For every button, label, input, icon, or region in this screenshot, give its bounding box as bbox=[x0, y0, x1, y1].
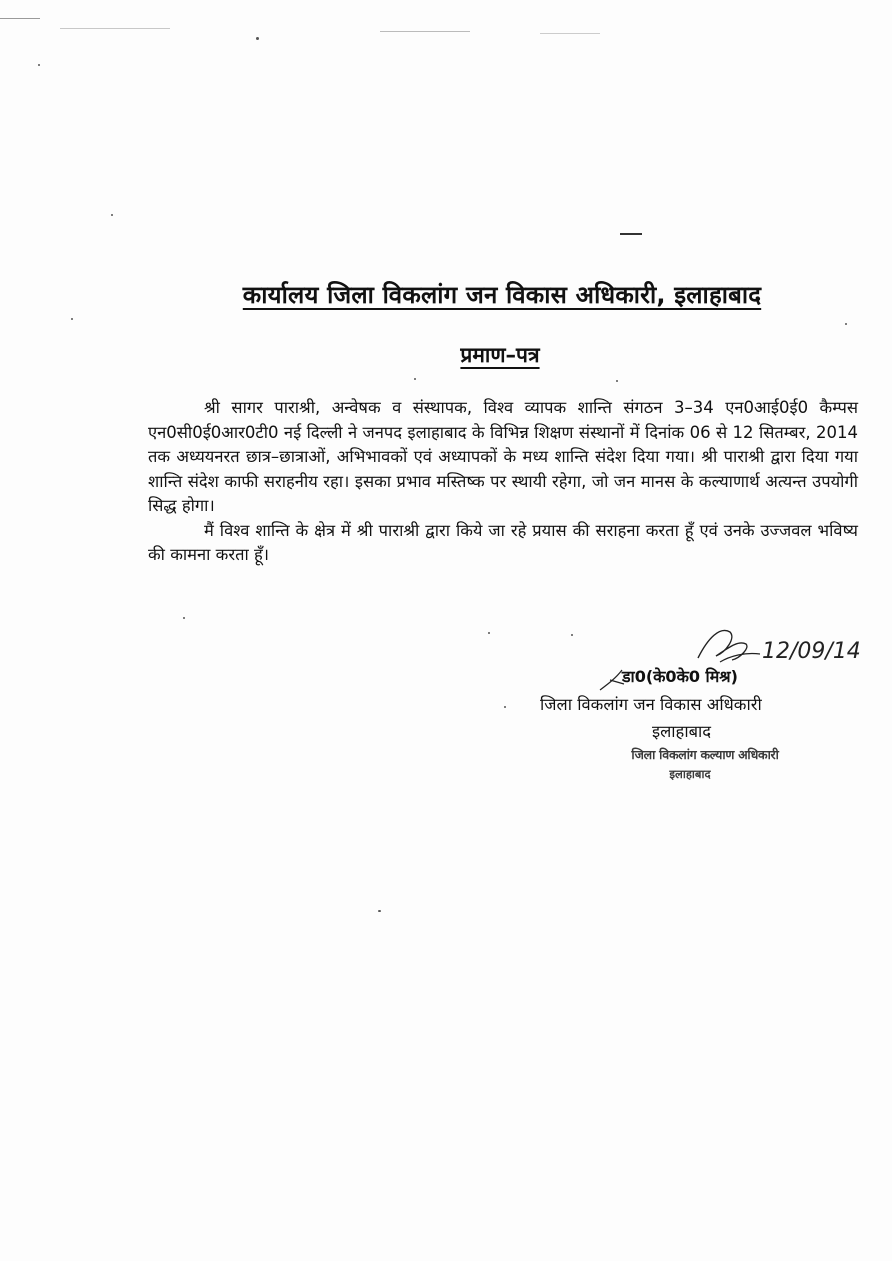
stamp-line: जिला विकलांग कल्याण अधिकारी bbox=[631, 747, 779, 762]
scan-artifact-line bbox=[380, 31, 470, 32]
office-stamp bbox=[600, 746, 810, 782]
scan-speck bbox=[571, 634, 573, 636]
signer-city: इलाहाबाद bbox=[652, 722, 712, 741]
stamp-line: इलाहाबाद bbox=[669, 767, 711, 781]
body-paragraph: श्री सागर पाराश्री, अन्वेषक व संस्थापक, विश्व व्यापक शान्ति संगठन 3–34 एन0आई0ई0 कैम्पस एन0सी0ई0आर0टी0 नई दिल्ली ने जनपद इलाहाबाद के विभिन्न शिक्षण संस्थानों में दिनांक 06 से 12 सितम्बर, 2014 तक अध्ययनरत छात्र–छात्राओं, अभिभावकों एवं अध्यापकों के मध्य शान्ति संदेश दिया गया। श्री पाराश्री द्वारा दिया गया शान्ति संदेश काफी सराहनीय रहा। इसका प्रभाव मस्तिष्क पर स्थायी रहेगा, जो जन मानस के कल्याणार्थ अत्यन्त उपयोगी सिद्ध होगा। bbox=[148, 398, 858, 515]
certificate-body bbox=[148, 396, 858, 568]
scan-artifact-line bbox=[540, 33, 600, 34]
signer-designation: जिला विकलांग जन विकास अधिकारी bbox=[540, 695, 762, 714]
body-paragraph: मैं विश्व शान्ति के क्षेत्र में श्री पाराश्री द्वारा किये जा रहे प्रयास की सराहना करता हूँ एवं उनके उज्जवल भविष्य की कामना करता हूँ। bbox=[148, 520, 858, 564]
scan-speck bbox=[378, 910, 381, 912]
scan-speck bbox=[616, 380, 618, 382]
signer-name: डा0(के0के0 मिश्र) bbox=[622, 667, 738, 686]
scan-artifact-line bbox=[620, 233, 642, 235]
scan-speck bbox=[414, 378, 416, 380]
scan-speck bbox=[183, 617, 185, 619]
scan-artifact-line bbox=[60, 28, 170, 29]
scan-speck bbox=[504, 706, 506, 708]
handwritten-date: 12/09/14 bbox=[762, 639, 861, 664]
scan-speck bbox=[845, 323, 847, 325]
office-heading: कार्यालय जिला विकलांग जन विकास अधिकारी, इलाहाबाद bbox=[242, 281, 762, 309]
scan-speck bbox=[488, 632, 490, 634]
scan-speck bbox=[71, 318, 73, 320]
scan-speck bbox=[111, 214, 113, 216]
certificate-title: प्रमाण–पत्र bbox=[460, 343, 540, 367]
scan-speck bbox=[256, 37, 259, 40]
scan-artifact-line bbox=[0, 18, 40, 19]
scan-speck bbox=[38, 64, 40, 66]
